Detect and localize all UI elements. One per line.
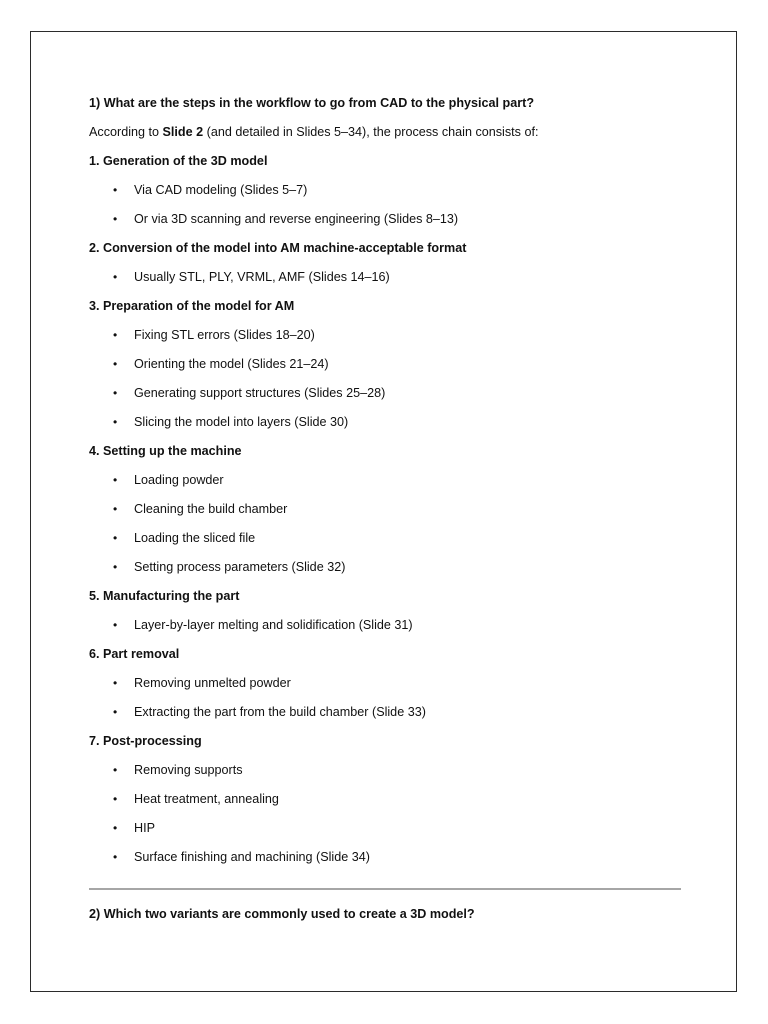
bullet-icon: • [113, 328, 118, 342]
bullet-icon: • [113, 473, 118, 487]
list-item [89, 843, 689, 872]
list-item-text: Via CAD modeling (Slides 5–7) [134, 183, 308, 197]
list-item-text: Extracting the part from the build chamber (Slide 33) [134, 705, 426, 719]
step-heading: 3. Preparation of the model for AM [89, 299, 295, 313]
list-item [89, 553, 689, 582]
list-item-text: Fixing STL errors (Slides 18–20) [134, 328, 315, 342]
bullet-icon: • [113, 502, 118, 516]
list-item-text: Removing unmelted powder [134, 676, 291, 690]
intro-suffix: (and detailed in Slides 5–34), the process chain consists of: [203, 125, 539, 139]
list-item-text: Heat treatment, annealing [134, 792, 279, 806]
list-item [89, 408, 689, 437]
list-item [89, 379, 689, 408]
list-item [89, 611, 689, 640]
question-1-intro [89, 118, 689, 147]
list-item [89, 785, 689, 814]
list-item-text: Loading powder [134, 473, 224, 487]
list-item-text: Usually STL, PLY, VRML, AMF (Slides 14–16) [134, 270, 390, 284]
question-2-title: 2) Which two variants are commonly used to create a 3D model? [89, 907, 475, 921]
list-item [89, 263, 689, 292]
step-heading: 7. Post-processing [89, 734, 202, 748]
list-item [89, 350, 689, 379]
list-item [89, 814, 689, 843]
step-heading: 2. Conversion of the model into AM machine-acceptable format [89, 241, 467, 255]
list-item-text: Removing supports [134, 763, 243, 777]
bullet-icon: • [113, 763, 118, 777]
step-heading: 6. Part removal [89, 647, 180, 661]
list-item [89, 321, 689, 350]
bullet-icon: • [113, 618, 118, 632]
list-item-text: Or via 3D scanning and reverse engineering (Slides 8–13) [134, 212, 459, 226]
document-page [30, 31, 737, 992]
list-item-text: Setting process parameters (Slide 32) [134, 560, 346, 574]
list-item [89, 495, 689, 524]
bullet-icon: • [113, 183, 118, 197]
document-content [89, 89, 689, 872]
intro-prefix: According to [89, 125, 163, 139]
list-item-text: Cleaning the build chamber [134, 502, 288, 516]
list-item [89, 176, 689, 205]
list-item-text: Layer-by-layer melting and solidification (Slide 31) [134, 618, 413, 632]
list-item [89, 466, 689, 495]
list-item-text: Surface finishing and machining (Slide 34) [134, 850, 370, 864]
list-item-text: Orienting the model (Slides 21–24) [134, 357, 329, 371]
horizontal-divider [89, 888, 681, 890]
bullet-icon: • [113, 821, 118, 835]
intro-slide-reference: Slide 2 [162, 125, 204, 139]
bullet-icon: • [113, 531, 118, 545]
list-item [89, 205, 689, 234]
step-heading: 5. Manufacturing the part [89, 589, 240, 603]
bullet-icon: • [113, 705, 118, 719]
list-item [89, 698, 689, 727]
bullet-icon: • [113, 415, 118, 429]
list-item [89, 524, 689, 553]
question-1-title: 1) What are the steps in the workflow to go from CAD to the physical part? [89, 96, 535, 110]
bullet-icon: • [113, 357, 118, 371]
steps-list [89, 147, 689, 872]
bullet-icon: • [113, 386, 118, 400]
list-item [89, 756, 689, 785]
bullet-icon: • [113, 212, 118, 226]
bullet-icon: • [113, 676, 118, 690]
list-item-text: Slicing the model into layers (Slide 30) [134, 415, 349, 429]
list-item [89, 669, 689, 698]
step-heading: 4. Setting up the machine [89, 444, 242, 458]
list-item-text: Loading the sliced file [134, 531, 256, 545]
bullet-icon: • [113, 560, 118, 574]
list-item-text: Generating support structures (Slides 25–28) [134, 386, 386, 400]
bullet-icon: • [113, 270, 118, 284]
list-item-text: HIP [134, 821, 155, 835]
bullet-icon: • [113, 850, 118, 864]
step-heading: 1. Generation of the 3D model [89, 154, 268, 168]
bullet-icon: • [113, 792, 118, 806]
